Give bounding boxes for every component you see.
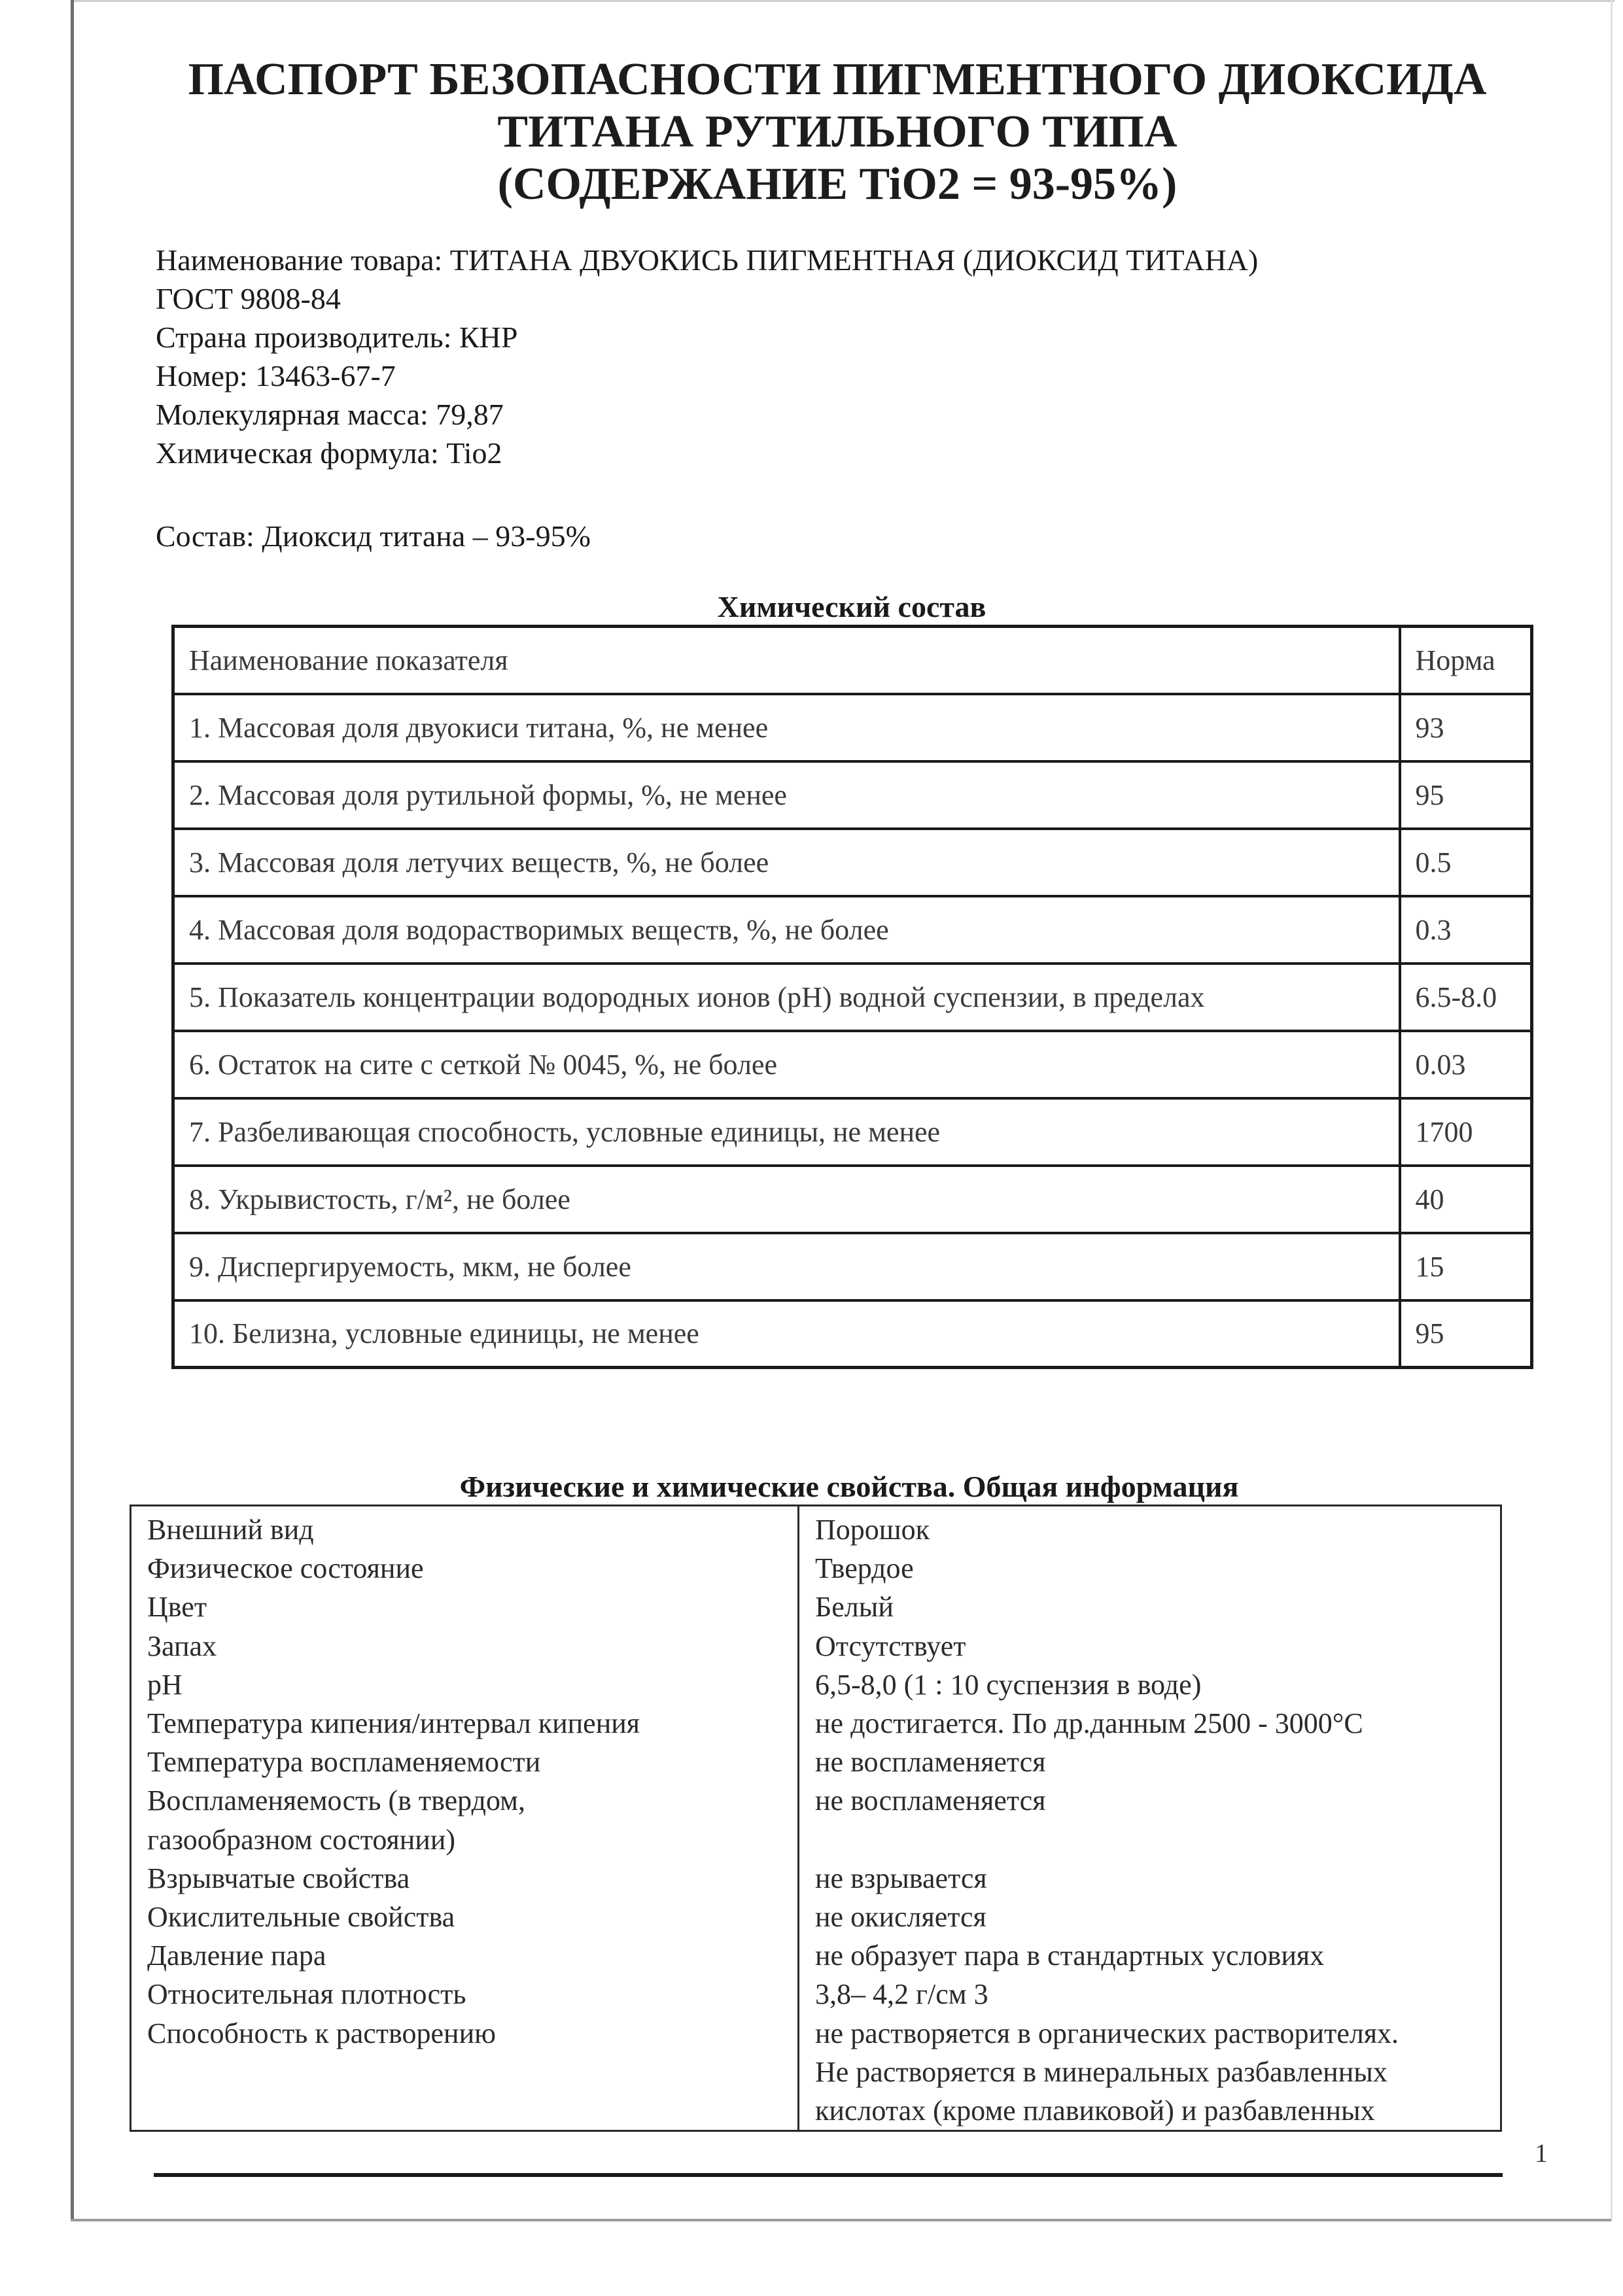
- chem-indicator-name: 9. Диспергируемость, мкм, не более: [173, 1233, 1400, 1300]
- chem-indicator-norm: 6.5-8.0: [1400, 964, 1532, 1031]
- chem-table-row: [173, 896, 1532, 964]
- phys-properties-table: [130, 1505, 1502, 2132]
- chem-table-header-row: [173, 627, 1532, 694]
- scan-edge-left: [71, 0, 74, 2221]
- phys-property-name: Окислительные свойства: [147, 1901, 455, 1934]
- chem-table-row: [173, 1098, 1532, 1166]
- footer-divider: [154, 2173, 1503, 2177]
- scan-edge-right: [1611, 0, 1613, 2221]
- product-number: Номер: 13463-67-7: [156, 359, 396, 392]
- chem-indicator-norm: 95: [1400, 1300, 1532, 1368]
- chem-table-row: [173, 761, 1532, 829]
- phys-property-value: [815, 1820, 1484, 1859]
- phys-property-name: Давление пара: [147, 1939, 326, 1972]
- chem-table-caption: Химический состав: [717, 590, 986, 623]
- product-country: Страна производитель: КНР: [156, 321, 518, 354]
- chem-table-row: [173, 1300, 1532, 1368]
- title-line-1: ПАСПОРТ БЕЗОПАСНОСТИ ПИГМЕНТНОГО ДИОКСИДА: [188, 54, 1487, 105]
- title-line-2: ТИТАНА РУТИЛЬНОГО ТИПА: [497, 107, 1178, 157]
- chem-indicator-norm: 15: [1400, 1233, 1532, 1300]
- phys-property-value: не растворяется в органических растворителях.: [815, 2017, 1399, 2049]
- phys-property-value: Твердое: [815, 1552, 914, 1585]
- chem-indicator-norm: 0.3: [1400, 896, 1532, 964]
- phys-property-value: не достигается. По др.данным 2500 - 3000°С: [815, 1707, 1363, 1740]
- chem-table-row: [173, 1166, 1532, 1233]
- phys-property-name: Внешний вид: [147, 1514, 314, 1546]
- phys-property-name: газообразном состоянии): [147, 1823, 456, 1856]
- product-composition: Состав: Диоксид титана – 93-95%: [156, 519, 591, 553]
- chem-table-row: [173, 1031, 1532, 1098]
- chem-table-row: [173, 964, 1532, 1031]
- chem-indicator-norm: 93: [1400, 694, 1532, 761]
- product-molar-mass: Молекулярная масса: 79,87: [156, 398, 504, 431]
- chem-composition-table: [171, 625, 1533, 1369]
- chem-table-row: [173, 829, 1532, 896]
- chem-indicator-name: 3. Массовая доля летучих веществ, %, не более: [173, 829, 1400, 896]
- phys-property-name: Воспламеняемость (в твердом,: [147, 1784, 525, 1817]
- phys-property-name: Температура кипения/интервал кипения: [147, 1707, 640, 1740]
- product-info: [156, 241, 1258, 472]
- phys-property-value: не воспламеняется: [815, 1746, 1046, 1779]
- chem-indicator-norm: 95: [1400, 761, 1532, 829]
- chem-indicator-name: 7. Разбеливающая способность, условные единицы, не менее: [173, 1098, 1400, 1166]
- chem-indicator-name: 1. Массовая доля двуокиси титана, %, не менее: [173, 694, 1400, 761]
- chem-indicator-name: 10. Белизна, условные единицы, не менее: [173, 1300, 1400, 1368]
- chem-indicator-norm: 40: [1400, 1166, 1532, 1233]
- phys-property-value: Белый: [815, 1591, 894, 1624]
- phys-property-value: Порошок: [815, 1514, 930, 1546]
- phys-property-value: 6,5-8,0 (1 : 10 суспензия в воде): [815, 1668, 1202, 1701]
- chem-indicator-name: 6. Остаток на сите с сеткой № 0045, %, не более: [173, 1031, 1400, 1098]
- chem-indicator-name: 8. Укрывистость, г/м², не более: [173, 1166, 1400, 1233]
- document-title: [131, 54, 1544, 211]
- scan-edge-bottom: [71, 2219, 1611, 2221]
- phys-property-value: Не растворяется в минеральных разбавленных: [815, 2055, 1387, 2088]
- chem-table-row: [173, 694, 1532, 761]
- phys-property-value: 3,8– 4,2 г/см 3: [815, 1978, 988, 2011]
- phys-property-name: Способность к растворению: [147, 2017, 497, 2049]
- page-number: 1: [1535, 2138, 1548, 2168]
- title-line-3: (СОДЕРЖАНИЕ TiO2 = 93-95%): [497, 159, 1178, 209]
- chem-indicator-name: 2. Массовая доля рутильной формы, %, не менее: [173, 761, 1400, 829]
- phys-property-name: Цвет: [147, 1591, 207, 1624]
- phys-property-name: Физическое состояние: [147, 1552, 424, 1585]
- product-gost: ГОСТ 9808-84: [156, 282, 341, 315]
- phys-table-row: [131, 1506, 1501, 2131]
- chem-header-norm: Норма: [1400, 627, 1532, 694]
- phys-table-caption: Физические и химические свойства. Общая информация: [459, 1470, 1239, 1503]
- chem-indicator-name: 4. Массовая доля водорастворимых веществ, %, не более: [173, 896, 1400, 964]
- phys-property-value: не образует пара в стандартных условиях: [815, 1939, 1325, 1972]
- chem-indicator-norm: 0.5: [1400, 829, 1532, 896]
- phys-property-value: не окисляется: [815, 1901, 986, 1934]
- chem-header-name: Наименование показателя: [173, 627, 1400, 694]
- chem-indicator-norm: 0.03: [1400, 1031, 1532, 1098]
- phys-property-name: Температура воспламеняемости: [147, 1746, 541, 1779]
- product-formula: Химическая формула: Tio2: [156, 436, 502, 470]
- phys-property-name: Запах: [147, 1629, 217, 1662]
- scan-edge-top: [71, 0, 1614, 2]
- phys-property-name: Относительная плотность: [147, 1978, 466, 2011]
- phys-property-value: Отсутствует: [815, 1629, 966, 1662]
- phys-property-values: [799, 1506, 1501, 2131]
- phys-property-value: не взрывается: [815, 1862, 987, 1894]
- chem-indicator-norm: 1700: [1400, 1098, 1532, 1166]
- phys-property-name: pH: [147, 1668, 183, 1701]
- chem-table-row: [173, 1233, 1532, 1300]
- phys-property-value: не воспламеняется: [815, 1784, 1046, 1817]
- phys-property-names: [131, 1506, 799, 2131]
- chem-indicator-name: 5. Показатель концентрации водородных ионов (рН) водной суспензии, в пределах: [173, 964, 1400, 1031]
- phys-property-value: кислотах (кроме плавиковой) и разбавленных: [815, 2095, 1375, 2127]
- product-name: Наименование товара: ТИТАНА ДВУОКИСЬ ПИГМЕНТНАЯ (ДИОКСИД ТИТАНА): [156, 243, 1259, 277]
- phys-property-name: Взрывчатые свойства: [147, 1862, 410, 1894]
